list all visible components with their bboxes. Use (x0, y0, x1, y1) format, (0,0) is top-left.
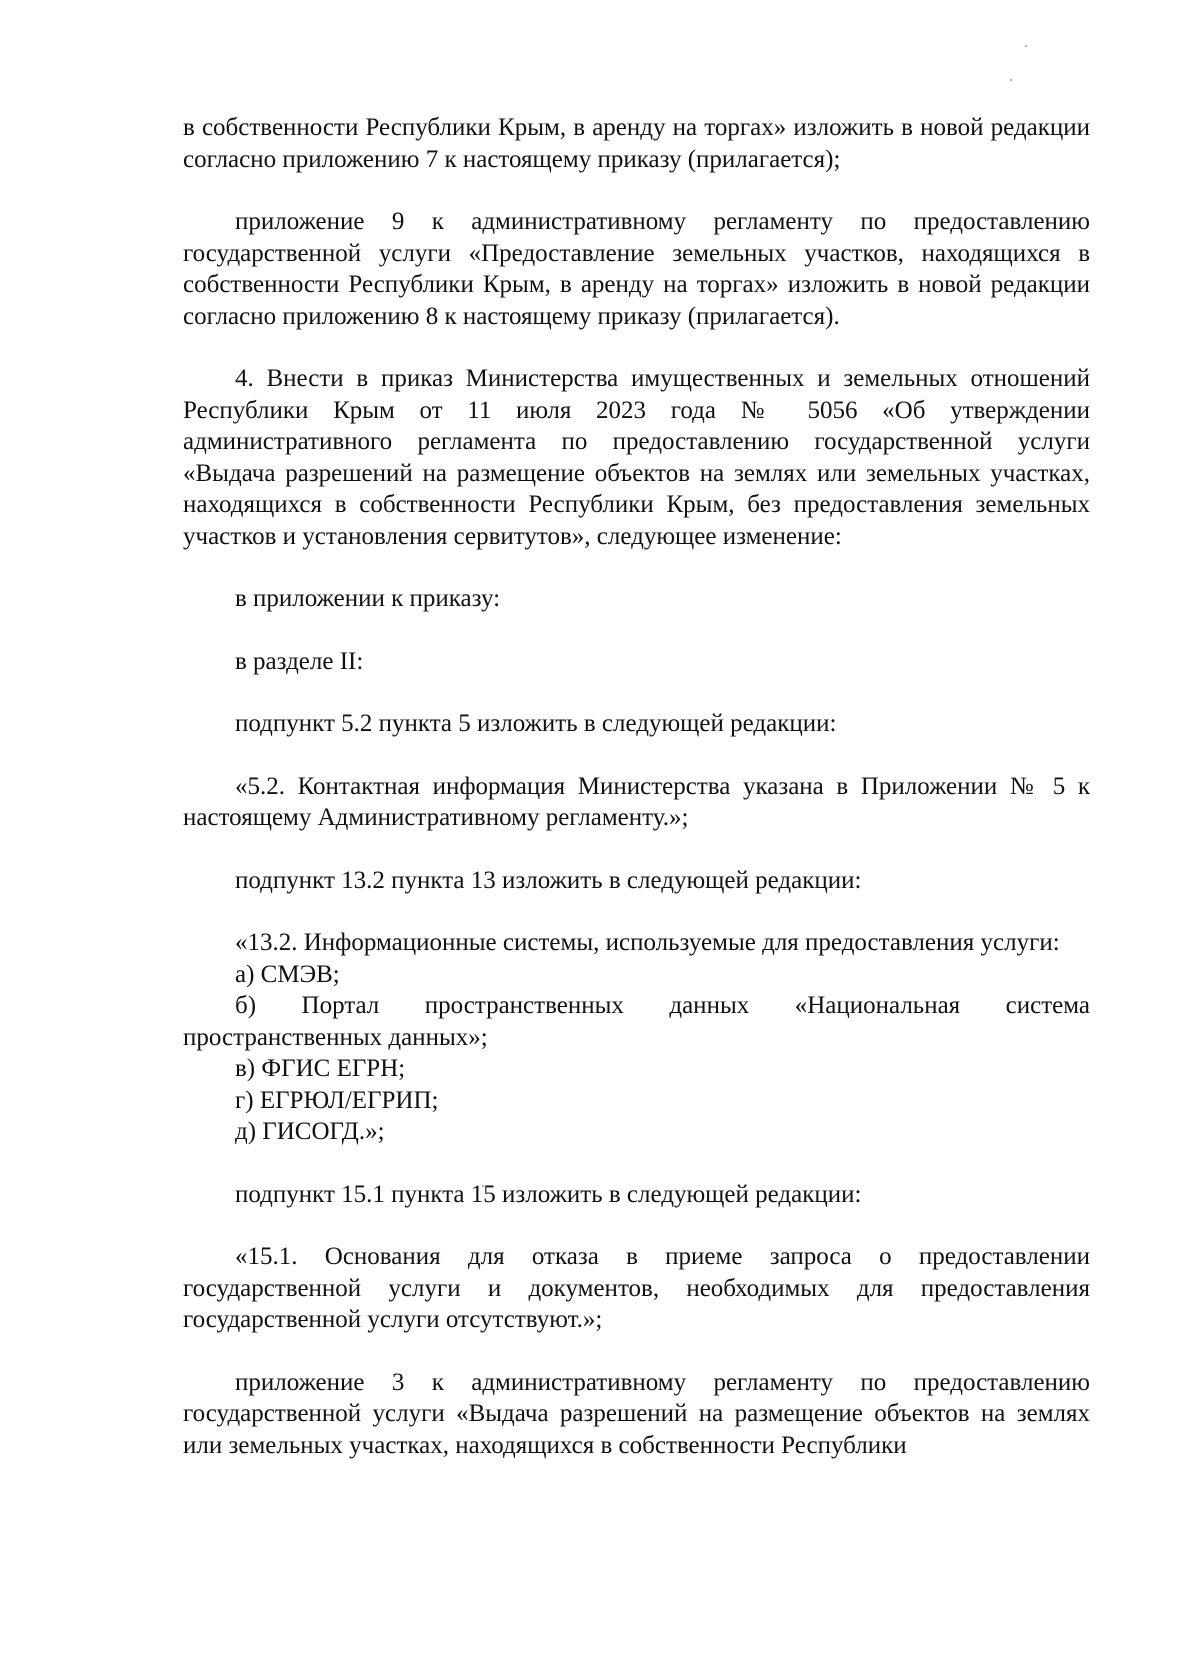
paragraph: в разделе II: (235, 647, 364, 675)
list-item: а) СМЭВ; (235, 960, 340, 988)
quoted-paragraph: «15.1. Основания для отказа в приеме запроса о предоставлении государственной услуги и документов, необходимых для предоставления государственной услуги отсутствуют.»; (183, 1243, 1090, 1333)
paragraph: подпункт 5.2 пункта 5 изложить в следующей редакции: (235, 710, 837, 737)
quoted-paragraph: «5.2. Контактная информация Министерства указана в Приложении № 5 к настоящему Административному регламенту.»; (183, 772, 1090, 831)
list-item: д) ГИСОГД.»; (235, 1118, 385, 1145)
list-item: в) ФГИС ЕГРН; (235, 1055, 406, 1082)
paragraph: подпункт 15.1 пункта 15 изложить в следующей редакции: (235, 1180, 862, 1208)
scan-speck (1010, 79, 1012, 81)
paragraph: в приложении к приказу: (235, 585, 501, 612)
quoted-paragraph: «13.2. Информационные системы, используемые для предоставления услуги: (235, 929, 1060, 956)
paragraph-continuation: в собственности Республики Крым, в аренду на торгах» изложить в новой редакции согласно приложению 7 к настоящему приказу (прилагается); (183, 114, 1090, 173)
paragraph: приложение 9 к административному регламенту по предоставлению государственной услуги «Предоставление земельных участков, находящихся в собственности Республики Крым, в аренду на торгах» изложить в новой редакции согласно приложению 8 к настоящему приказу (прилагается). (183, 208, 1090, 330)
paragraph: приложение 3 к административному регламенту по предоставлению государственной услуги «Выдача разрешений на размещение объектов на землях или земельных участках, находящихся в собственности Республики (183, 1368, 1090, 1459)
list-item: б) Портал пространственных данных «Национальная система пространственных данных»; (183, 992, 1090, 1051)
scan-speck (1025, 45, 1027, 47)
paragraph-item-4: 4. Внести в приказ Министерства имущественных и земельных отношений Республики Крым от 11 июля 2023 года № 5056 «Об утверждении административного регламента по предоставлению государственной услуги «Выдача разрешений на размещение объектов на землях или земельных участках, находящихся в собственности Республики Крым, без предоставления земельных участков и установления сервитутов», следующее изменение: (183, 365, 1090, 550)
document-body (183, 112, 1090, 1461)
paragraph: подпункт 13.2 пункта 13 изложить в следующей редакции: (235, 866, 862, 894)
list-item: г) ЕГРЮЛ/ЕГРИП; (235, 1086, 439, 1114)
